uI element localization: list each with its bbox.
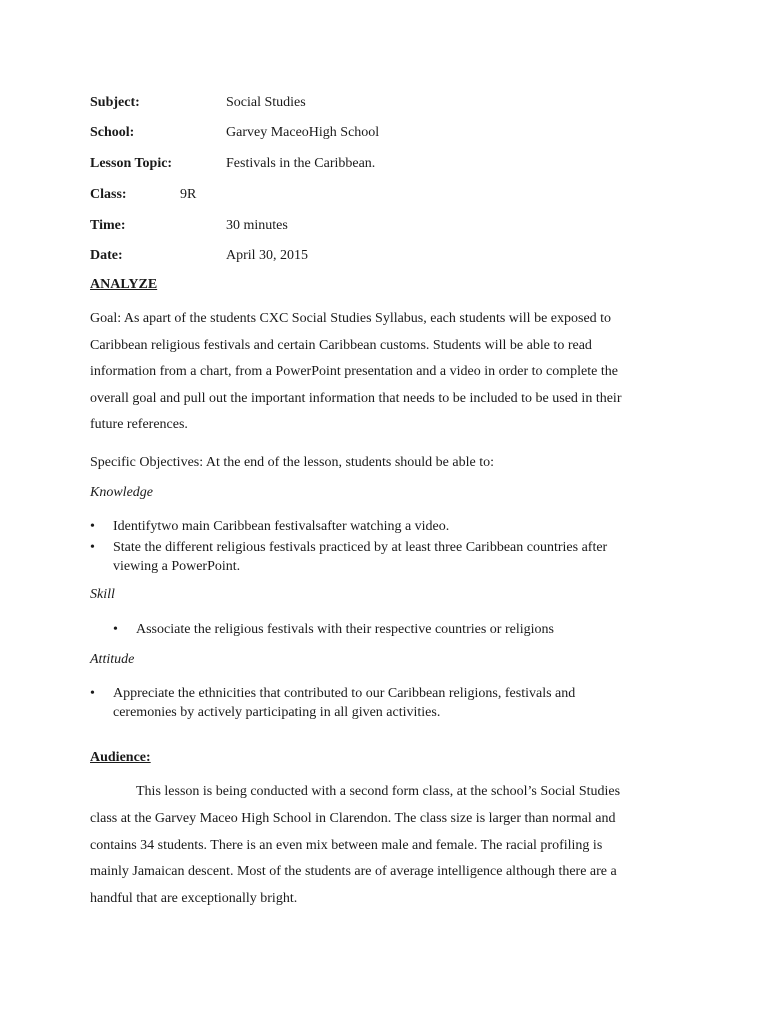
bullet-text: Identifytwo main Caribbean festivalsafter watching a video. [113,519,450,534]
goal-line: information from a chart, from a PowerPoint presentation and a video in order to complete the [90,364,618,379]
bullet-text: Associate the religious festivals with their respective countries or religions [136,622,554,637]
goal-paragraph [90,306,680,439]
class-label: Class: [90,187,127,202]
time-value: 30 minutes [226,218,288,233]
topic-label: Lesson Topic: [90,156,173,171]
school-label: School: [90,125,135,140]
bullet-text: State the different religious festivals practiced by at least three Caribbean countries after [113,540,608,555]
audience-paragraph [90,779,620,913]
audience-line: mainly Jamaican descent. Most of the students are of average intelligence although there are a [90,864,617,880]
date-value: April 30, 2015 [226,248,309,263]
date-label: Date: [90,248,123,263]
bullet-text: viewing a PowerPoint. [113,559,241,574]
audience-line: class at the Garvey Maceo High School in Clarendon. The class size is larger than normal and [90,810,616,826]
school-value: Garvey MaceoHigh School [226,125,380,140]
attitude-heading: Attitude [90,652,135,667]
goal-line: future references. [90,417,188,432]
audience-line: handful that are exceptionally bright. [90,891,298,907]
bullet-icon: • [90,686,95,701]
goal-line: Caribbean religious festivals and certain Caribbean customs. Students will be able to read [90,337,592,353]
bullet-icon: • [113,622,118,637]
analyze-heading: ANALYZE [90,277,158,292]
objectives-intro: Specific Objectives: At the end of the lesson, students should be able to: [90,455,494,470]
time-label: Time: [90,218,126,233]
bullet-text: Appreciate the ethnicities that contributed to our Caribbean religions, festivals and [113,686,576,701]
topic-value: Festivals in the Caribbean. [226,156,376,171]
subject-value: Social Studies [226,95,306,110]
goal-line: Goal: As apart of the students CXC Social Studies Syllabus, each students will be exposed to [90,311,612,326]
goal-line: overall goal and pull out the important information that needs to be included to be used in their [90,390,622,406]
class-value: 9R [180,187,197,202]
bullet-text: ceremonies by actively participating in all given activities. [113,705,441,720]
audience-heading: Audience: [90,750,151,765]
audience-line: contains 34 students. There is an even mix between male and female. The racial profiling is [90,837,603,853]
knowledge-heading: Knowledge [90,485,153,500]
bullet-icon: • [90,519,95,534]
bullet-icon: • [90,540,95,555]
subject-label: Subject: [90,95,140,110]
skill-heading: Skill [90,587,115,602]
audience-line: This lesson is being conducted with a second form class, at the school’s Social Studies [136,784,621,799]
